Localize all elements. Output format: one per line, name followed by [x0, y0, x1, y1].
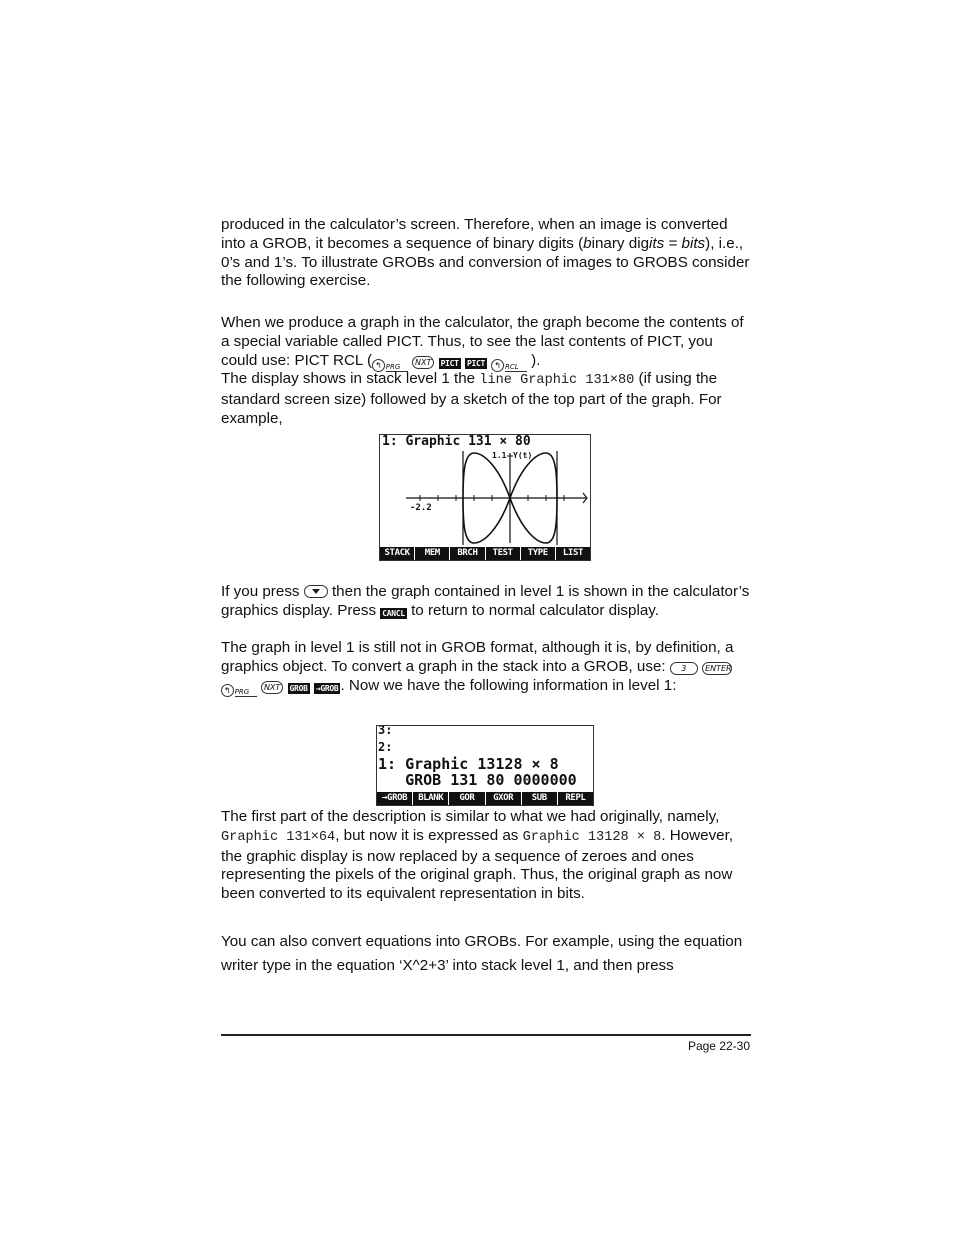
- stack-level-header: 1: Graphic 131 × 80: [382, 434, 531, 449]
- paragraph-graphics-display: If you press then the graph contained in level 1 is shown in the calculator’s graphics display. Press CANCL to return to normal calculator display.: [221, 583, 750, 619]
- softkey-to-grob: →GROB: [315, 683, 339, 693]
- paragraph-convert-grob: The graph in level 1 is still not in GROB format, although it is, by definition, a graphics object. To convert a graph in the stack into a GROB, use: 3 ENTER ↰ PRG NXT GROB →GROB . Now we have the following information in level 1:: [221, 639, 753, 698]
- key-enter: ENTER: [702, 662, 732, 675]
- paragraph-description: The first part of the description is similar to what we had originally, namely, Graphic 131×64, but now it is expressed as Graphic 13128 × 8. However, the graphic display is now replaced by a sequence of zeroes and ones representing the pixels of the original graph. Thus, the original graph as now been converted to its equivalent representation in bits.: [221, 808, 734, 903]
- nxt-key: NXT: [261, 681, 283, 694]
- menu-blank[interactable]: BLANK: [413, 792, 449, 805]
- paragraph-pict-variable: When we produce a graph in the calculator, the graph become the contents of a special variable called PICT. Thus, to see the last contents of PICT, you could use: PICT RCL ( ↰ PRG NXT PICT PICT ↰ RCL ).: [221, 314, 753, 373]
- menu-repl[interactable]: REPL: [565, 793, 586, 803]
- menu-test[interactable]: TEST: [486, 547, 521, 560]
- stack-level-1: 1: Graphic 13128 × 8: [378, 755, 559, 773]
- x-tick-label: -2.2: [410, 503, 432, 513]
- stack-level-3: 3:: [378, 725, 393, 737]
- menu-gor[interactable]: GOR: [449, 792, 485, 805]
- menu-mem[interactable]: MEM: [415, 547, 450, 560]
- menu-stack[interactable]: STACK: [380, 547, 415, 560]
- menu-list[interactable]: LIST: [562, 548, 583, 558]
- left-shift-arrow-icon: ↰: [491, 359, 504, 372]
- softkey-menu-grob: [377, 792, 593, 805]
- stack-level-2: 2:: [378, 740, 393, 754]
- menu-to-grob[interactable]: →GROB: [377, 792, 413, 805]
- left-shift-prg-key: ↰ PRG: [221, 680, 257, 699]
- paragraph-equations: You can also convert equations into GROBs. For example, using the equation writer type in the equation ‘X^2+3’ into stack level 1, and then press: [221, 933, 743, 974]
- left-shift-key: ↰ PRG: [372, 355, 408, 374]
- left-shift-rcl-key: ↰ RCL: [491, 355, 527, 374]
- page-number: Page 22-30: [687, 1039, 750, 1053]
- nxt-key: NXT: [412, 356, 434, 369]
- y-axis-label: Y(t): [513, 451, 533, 460]
- menu-sub[interactable]: SUB: [522, 792, 558, 805]
- down-arrow-key-icon: [304, 585, 328, 598]
- grob-data-line: GROB 131 80 0000000: [378, 771, 577, 789]
- y-tick-label: 1.1: [492, 451, 507, 460]
- calculator-screen-grob: [376, 725, 594, 806]
- left-shift-arrow-icon: ↰: [372, 359, 385, 372]
- softkey-pict-1: PICT: [440, 358, 459, 368]
- menu-type[interactable]: TYPE: [521, 547, 556, 560]
- softkey-grob: GROB: [289, 683, 308, 693]
- softkey-menu: [380, 547, 590, 560]
- paragraph-grob-intro: produced in the calculator’s screen. Therefore, when an image is converted into a GROB, it becomes a sequence of binary digits (binary digits = bits), i.e., 0’s and 1’s. To illustrate GROBs and conversion of images to GROBS consider the following exercise.: [221, 216, 750, 290]
- softkey-pict-2: PICT: [466, 358, 486, 368]
- softkey-cancel: CANCL: [382, 608, 405, 618]
- key-3: 3: [670, 662, 698, 675]
- menu-gxor[interactable]: GXOR: [486, 792, 522, 805]
- footer-rule: [221, 1034, 751, 1036]
- menu-brch[interactable]: BRCH: [450, 547, 485, 560]
- calculator-screen-graph: [379, 434, 591, 561]
- graph-plot: [380, 435, 590, 547]
- axis-ticks: [420, 456, 564, 501]
- paragraph-stack-display: The display shows in stack level 1 the line Graphic 131×80 (if using the standard screen size) followed by a sketch of the top part of the graph. For example,: [221, 370, 722, 427]
- left-shift-arrow-icon: ↰: [221, 684, 234, 697]
